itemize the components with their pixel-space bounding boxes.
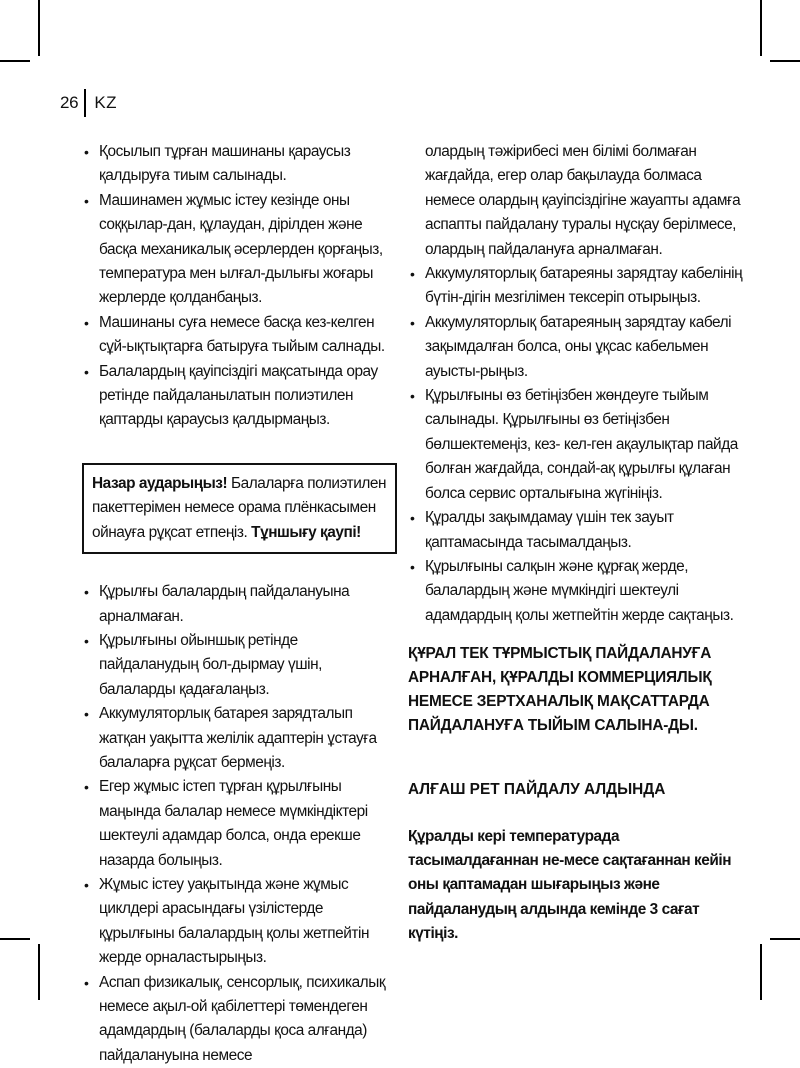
list-item: • Жұмыс істеу уақытында және жұмыс циклдері арасындағы үзілістерде құрылғыны балалардың қолы жетпейтін жерде орналастырыңыз. bbox=[82, 873, 397, 971]
header-divider bbox=[84, 89, 86, 117]
list-item: • Құрылғыны салқын және құрғақ жерде, балалардың және мүмкіндігі шектеулі адамдардың қолы жетпейтін жерде сақтаңыз. bbox=[408, 555, 743, 628]
crop-mark-top-right bbox=[760, 0, 762, 56]
warning-prefix: Назар аударыңыз! bbox=[92, 474, 228, 492]
page-number: 26 bbox=[60, 93, 79, 112]
household-use-notice: ҚҰРАЛ ТЕК ТҰРМЫСТЫҚ ПАЙДАЛАНУҒА АРНАЛҒАН, ҚҰРАЛДЫ КОММЕРЦИЯЛЫҚ НЕМЕСЕ ЗЕРТХАНАЛЫҚ МАҚСАТТАРДА ПАЙДАЛАНУҒА ТЫЙЫМ САЛЫНА-ДЫ. bbox=[408, 645, 712, 735]
warning-suffix: Тұншығу қаупі! bbox=[251, 523, 361, 541]
crop-mark-bottom-left-h bbox=[0, 938, 30, 940]
safety-list-1 bbox=[82, 140, 397, 433]
list-item: • Балалардың қауіпсіздігі мақсатында орау ретінде пайдаланылатын полиэтилен қаптарды қараусыз қалдырмаңыз. bbox=[82, 360, 397, 433]
list-item: • Құралды зақымдамау үшін тек зауыт қаптамасында тасымалдаңыз. bbox=[408, 506, 743, 555]
list-item: • Аспап физикалық, сенсорлық, психикалық немесе ақыл-ой қабілеттері төмендеген адамдардың (балаларды қоса алғанда) пайдалануына немесе bbox=[82, 971, 397, 1068]
list-item: • Құрылғы балалардың пайдалануына арналмаған. bbox=[82, 580, 397, 629]
list-item: • Машинаны суға немесе басқа кез-келген сұй-ықтықтарға батыруға тыйым салнады. bbox=[82, 311, 397, 360]
crop-mark-bottom-right-h bbox=[770, 938, 800, 940]
left-column bbox=[82, 140, 397, 1068]
crop-mark-top-left bbox=[38, 0, 40, 56]
list-item: • Құрылғыны өз бетіңізбен жөндеуге тыйым салынады. Құрылғыны өз бетіңізбен бөлшектемеңіз, кез- кел-ген ақаулықтар пайда болған жағдайда, сондай-ақ құрылғы құлаған болса сервис орталығына жүгініңіз. bbox=[408, 384, 743, 506]
warning-text: Балаларға полиэтилен пакеттерімен немесе орама плёнкасымен ойнауға рұқсат етпеңіз. bbox=[92, 474, 387, 541]
safety-list-3 bbox=[408, 262, 743, 628]
list-item: • Қосылып тұрған машинаны қараусыз қалдыруға тиым салынады. bbox=[82, 140, 397, 189]
section-heading: АЛҒАШ РЕТ ПАЙДАЛУ АЛДЫНДА bbox=[408, 781, 666, 799]
warning-box bbox=[82, 463, 397, 554]
list-item: • Аккумуляторлық батареяны зарядтау кабелінің бүтін-дігін мезгілімен тексеріп отырыңыз. bbox=[408, 262, 743, 311]
list-item: • Егер жұмыс істеп тұрған құрылғыны маңында балалар немесе мүмкіндіктері шектеулі адамдар болса, онда ерекше назарда болыңыз. bbox=[82, 775, 397, 873]
before-use-instruction: Құралды кері температурада тасымалдағаннан не-месе сақтағаннан кейін оны қаптамадан шығарыңыз және пайдаланудың алдында кемінде 3 сағат күтіңіз. bbox=[408, 827, 732, 943]
safety-list-2 bbox=[82, 580, 397, 1068]
list-item: • Аккумуляторлық батарея зарядталып жатқан уақытта желілік адаптерін ұстауға балаларға рұқсат бермеңіз. bbox=[82, 702, 397, 775]
list-item: • Машинамен жұмыс істеу кезінде оны соққылар-дан, құлаудан, дірілден және басқа механикалық әсерлерден қорғаңыз, температура мен ылғал-дылығы жоғары жерлерде қолданбаңыз. bbox=[82, 189, 397, 311]
right-column bbox=[408, 140, 743, 947]
continued-text: олардың тәжірибесі мен білімі болмаған жағдайда, егер олар бақылауда болмаса немесе олардың қауіпсіздігіне жауапты адамға аспапты пайдалану туралы нұсқау берілмесе, олардың пайдалануға арналмаған. bbox=[425, 143, 741, 258]
language-code: KZ bbox=[94, 93, 118, 112]
list-item: • Құрылғыны ойыншық ретінде пайдаланудың бол-дырмау үшін, балаларды қадағалаңыз. bbox=[82, 629, 397, 702]
crop-mark-top-right-h bbox=[770, 60, 800, 62]
crop-mark-top-left-h bbox=[0, 60, 30, 62]
crop-mark-bottom-right bbox=[760, 944, 762, 1000]
page-header bbox=[60, 90, 117, 116]
crop-mark-bottom-left bbox=[38, 944, 40, 1000]
list-item: • Аккумуляторлық батареяның зарядтау кабелі зақымдалған болса, оны ұқсас кабельмен ауысты-рыңыз. bbox=[408, 311, 743, 384]
